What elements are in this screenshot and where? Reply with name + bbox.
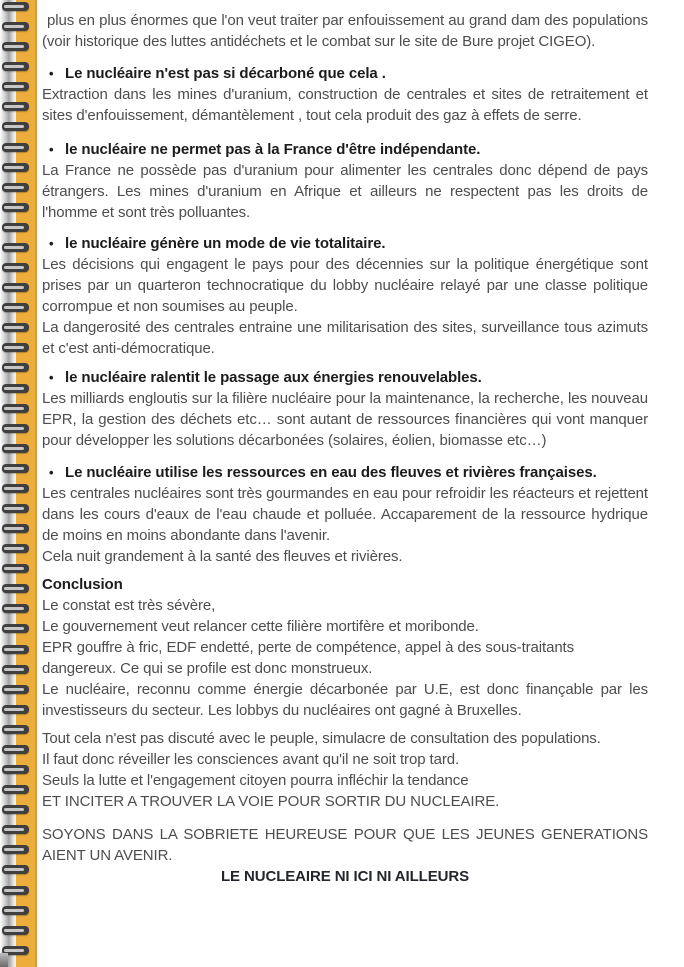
spiral-coil — [2, 102, 29, 111]
bullet-item-eau — [42, 462, 648, 567]
spiral-coil — [2, 484, 29, 493]
spiral-coil — [2, 785, 29, 794]
spiral-coil — [2, 223, 29, 232]
spiral-coil — [2, 926, 29, 935]
document-content — [42, 0, 648, 887]
bullet-item-totalitaire — [42, 233, 648, 359]
spiral-coil — [2, 283, 29, 292]
bullet-item-independance — [42, 139, 648, 223]
closing-section — [42, 728, 648, 812]
spiral-coil — [2, 404, 29, 413]
spiral-coil — [2, 584, 29, 593]
spiral-coil — [2, 384, 29, 393]
bullet-heading — [42, 139, 648, 160]
bullet-title: Le nucléaire utilise les ressources en eau des fleuves et rivières françaises. — [65, 464, 597, 481]
intro-paragraph: plus en plus énormes que l'on veut traiter par enfouissement au grand dam des populations (voir historique des luttes antidéchets et le combat sur le site de Bure projet CIGEO). — [42, 12, 648, 50]
spiral-coil — [2, 22, 29, 31]
spiral-coil — [2, 524, 29, 533]
closing-paragraph: Il faut donc réveiller les consciences avant qu'il ne soit trop tard. — [42, 751, 460, 768]
spiral-coil — [2, 745, 29, 754]
bullet-icon: • — [49, 142, 54, 157]
conclusion-paragraph: EPR gouffre à fric, EDF endetté, perte de compétence, appel à des sous-traitants dangereux. Ce qui se profile est donc monstrueux. — [42, 639, 575, 677]
bullet-item-decarbone — [42, 63, 648, 126]
spiral-coil — [2, 624, 29, 633]
spiral-coil — [2, 825, 29, 834]
motto-paragraph: SOYONS DANS LA SOBRIETE HEUREUSE POUR QUE LES JEUNES GENERATIONS AIENT UN AVENIR. — [42, 826, 648, 864]
bullet-body: Cela nuit grandement à la santé des fleuves et rivières. — [42, 548, 403, 565]
bullet-icon: • — [49, 465, 54, 480]
spiral-coil — [2, 865, 29, 874]
conclusion-heading: Conclusion — [42, 576, 123, 593]
bullet-item-renouvelables — [42, 367, 648, 451]
bullet-body: Extraction dans les mines d'uranium, construction de centrales et sites de retraitement et sites d'enfouissement, démantèlement , tout cela produit des gaz à effets de serre. — [42, 86, 648, 124]
spiral-coil — [2, 2, 29, 11]
spiral-coil — [2, 604, 29, 613]
spiral-coil — [2, 143, 29, 152]
bottom-corner-shadow — [0, 953, 8, 967]
spiral-coil — [2, 564, 29, 573]
spiral-coil — [2, 203, 29, 212]
bullet-body: La dangerosité des centrales entraine une militarisation des sites, surveillance tous azimuts et c'est anti-démocratique. — [42, 319, 648, 357]
bullet-body: Les décisions qui engagent le pays pour des décennies sur la politique énergétique sont prises par un quarteron technocratique du lobby nucléaire relayé par une classe politique corrompue et non soumises au peuple. — [42, 256, 648, 315]
bullet-body: La France ne possède pas d'uranium pour alimenter les centrales donc dépend de pays étrangers. Les mines d'uranium en Afrique et ailleurs ne respectent pas les droits de l'homme et sont très polluantes. — [42, 162, 648, 221]
spiral-coil — [2, 845, 29, 854]
spiral-coil — [2, 645, 29, 654]
closing-paragraph: Tout cela n'est pas discuté avec le peuple, simulacre de consultation des populations. — [42, 730, 601, 747]
spiral-coil — [2, 363, 29, 372]
bullet-icon: • — [49, 66, 54, 81]
conclusion-paragraph: Le nucléaire, reconnu comme énergie décarbonée par U.E, est donc finançable par les investisseurs du secteur. Les lobbys du nucléaires ont gagné à Bruxelles. — [42, 681, 648, 719]
spiral-coil — [2, 42, 29, 51]
conclusion-section — [42, 574, 648, 721]
spiral-coil — [2, 464, 29, 473]
spiral-coil — [2, 424, 29, 433]
spiral-coil — [2, 765, 29, 774]
spiral-coil — [2, 243, 29, 252]
spiral-coil — [2, 725, 29, 734]
spiral-coil — [2, 343, 29, 352]
spiral-coil — [2, 122, 29, 131]
conclusion-paragraph: Le gouvernement veut relancer cette filière mortifère et moribonde. — [42, 618, 479, 635]
spiral-coil — [2, 906, 29, 915]
spiral-coil — [2, 504, 29, 513]
spiral-coil — [2, 263, 29, 272]
bullet-heading — [42, 462, 648, 483]
bullet-body: Les milliards engloutis sur la filière nucléaire pour la maintenance, la recherche, les nouveau EPR, la gestion des déchets etc… sont autant de ressources financières qui vont manquer pour développer les solutions décarbonées (solaires, éolien, biomasse etc…) — [42, 390, 648, 449]
spiral-coil — [2, 303, 29, 312]
bullet-title: le nucléaire génère un mode de vie totalitaire. — [65, 235, 386, 252]
bullet-icon: • — [49, 236, 54, 251]
spiral-coil — [2, 705, 29, 714]
spiral-coil — [2, 183, 29, 192]
closing-paragraph: ET INCITER A TROUVER LA VOIE POUR SORTIR DU NUCLEAIRE. — [42, 793, 500, 810]
spiral-coil — [2, 323, 29, 332]
bullet-title: le nucléaire ne permet pas à la France d'être indépendante. — [65, 141, 481, 158]
spiral-coil — [2, 805, 29, 814]
spiral-coil — [2, 544, 29, 553]
spiral-coil — [2, 665, 29, 674]
bullet-heading — [42, 63, 648, 84]
bullet-body: Les centrales nucléaires sont très gourmandes en eau pour refroidir les réacteurs et rejettent dans les cours d'eaux de l'eau chaude et polluée. Accaparement de la ressource hydrique de moins en moins abondante dans l'avenir. — [42, 485, 648, 544]
bullet-title: Le nucléaire n'est pas si décarboné que cela . — [65, 65, 386, 82]
spiral-coil — [2, 685, 29, 694]
bullet-title: le nucléaire ralentit le passage aux énergies renouvelables. — [65, 369, 482, 386]
spiral-coil — [2, 886, 29, 895]
bullet-icon: • — [49, 370, 54, 385]
bullet-heading — [42, 367, 648, 388]
slogan-line: LE NUCLEAIRE NI ICI NI AILLEURS — [220, 868, 470, 885]
spiral-coil — [2, 82, 29, 91]
spiral-binding — [0, 0, 44, 967]
spiral-coil — [2, 163, 29, 172]
closing-paragraph: Seuls la lutte et l'engagement citoyen pourra infléchir la tendance — [42, 772, 469, 789]
spiral-coil — [2, 62, 29, 71]
spiral-coil — [2, 444, 29, 453]
conclusion-paragraph: Le constat est très sévère, — [42, 597, 216, 614]
bullet-heading — [42, 233, 648, 254]
